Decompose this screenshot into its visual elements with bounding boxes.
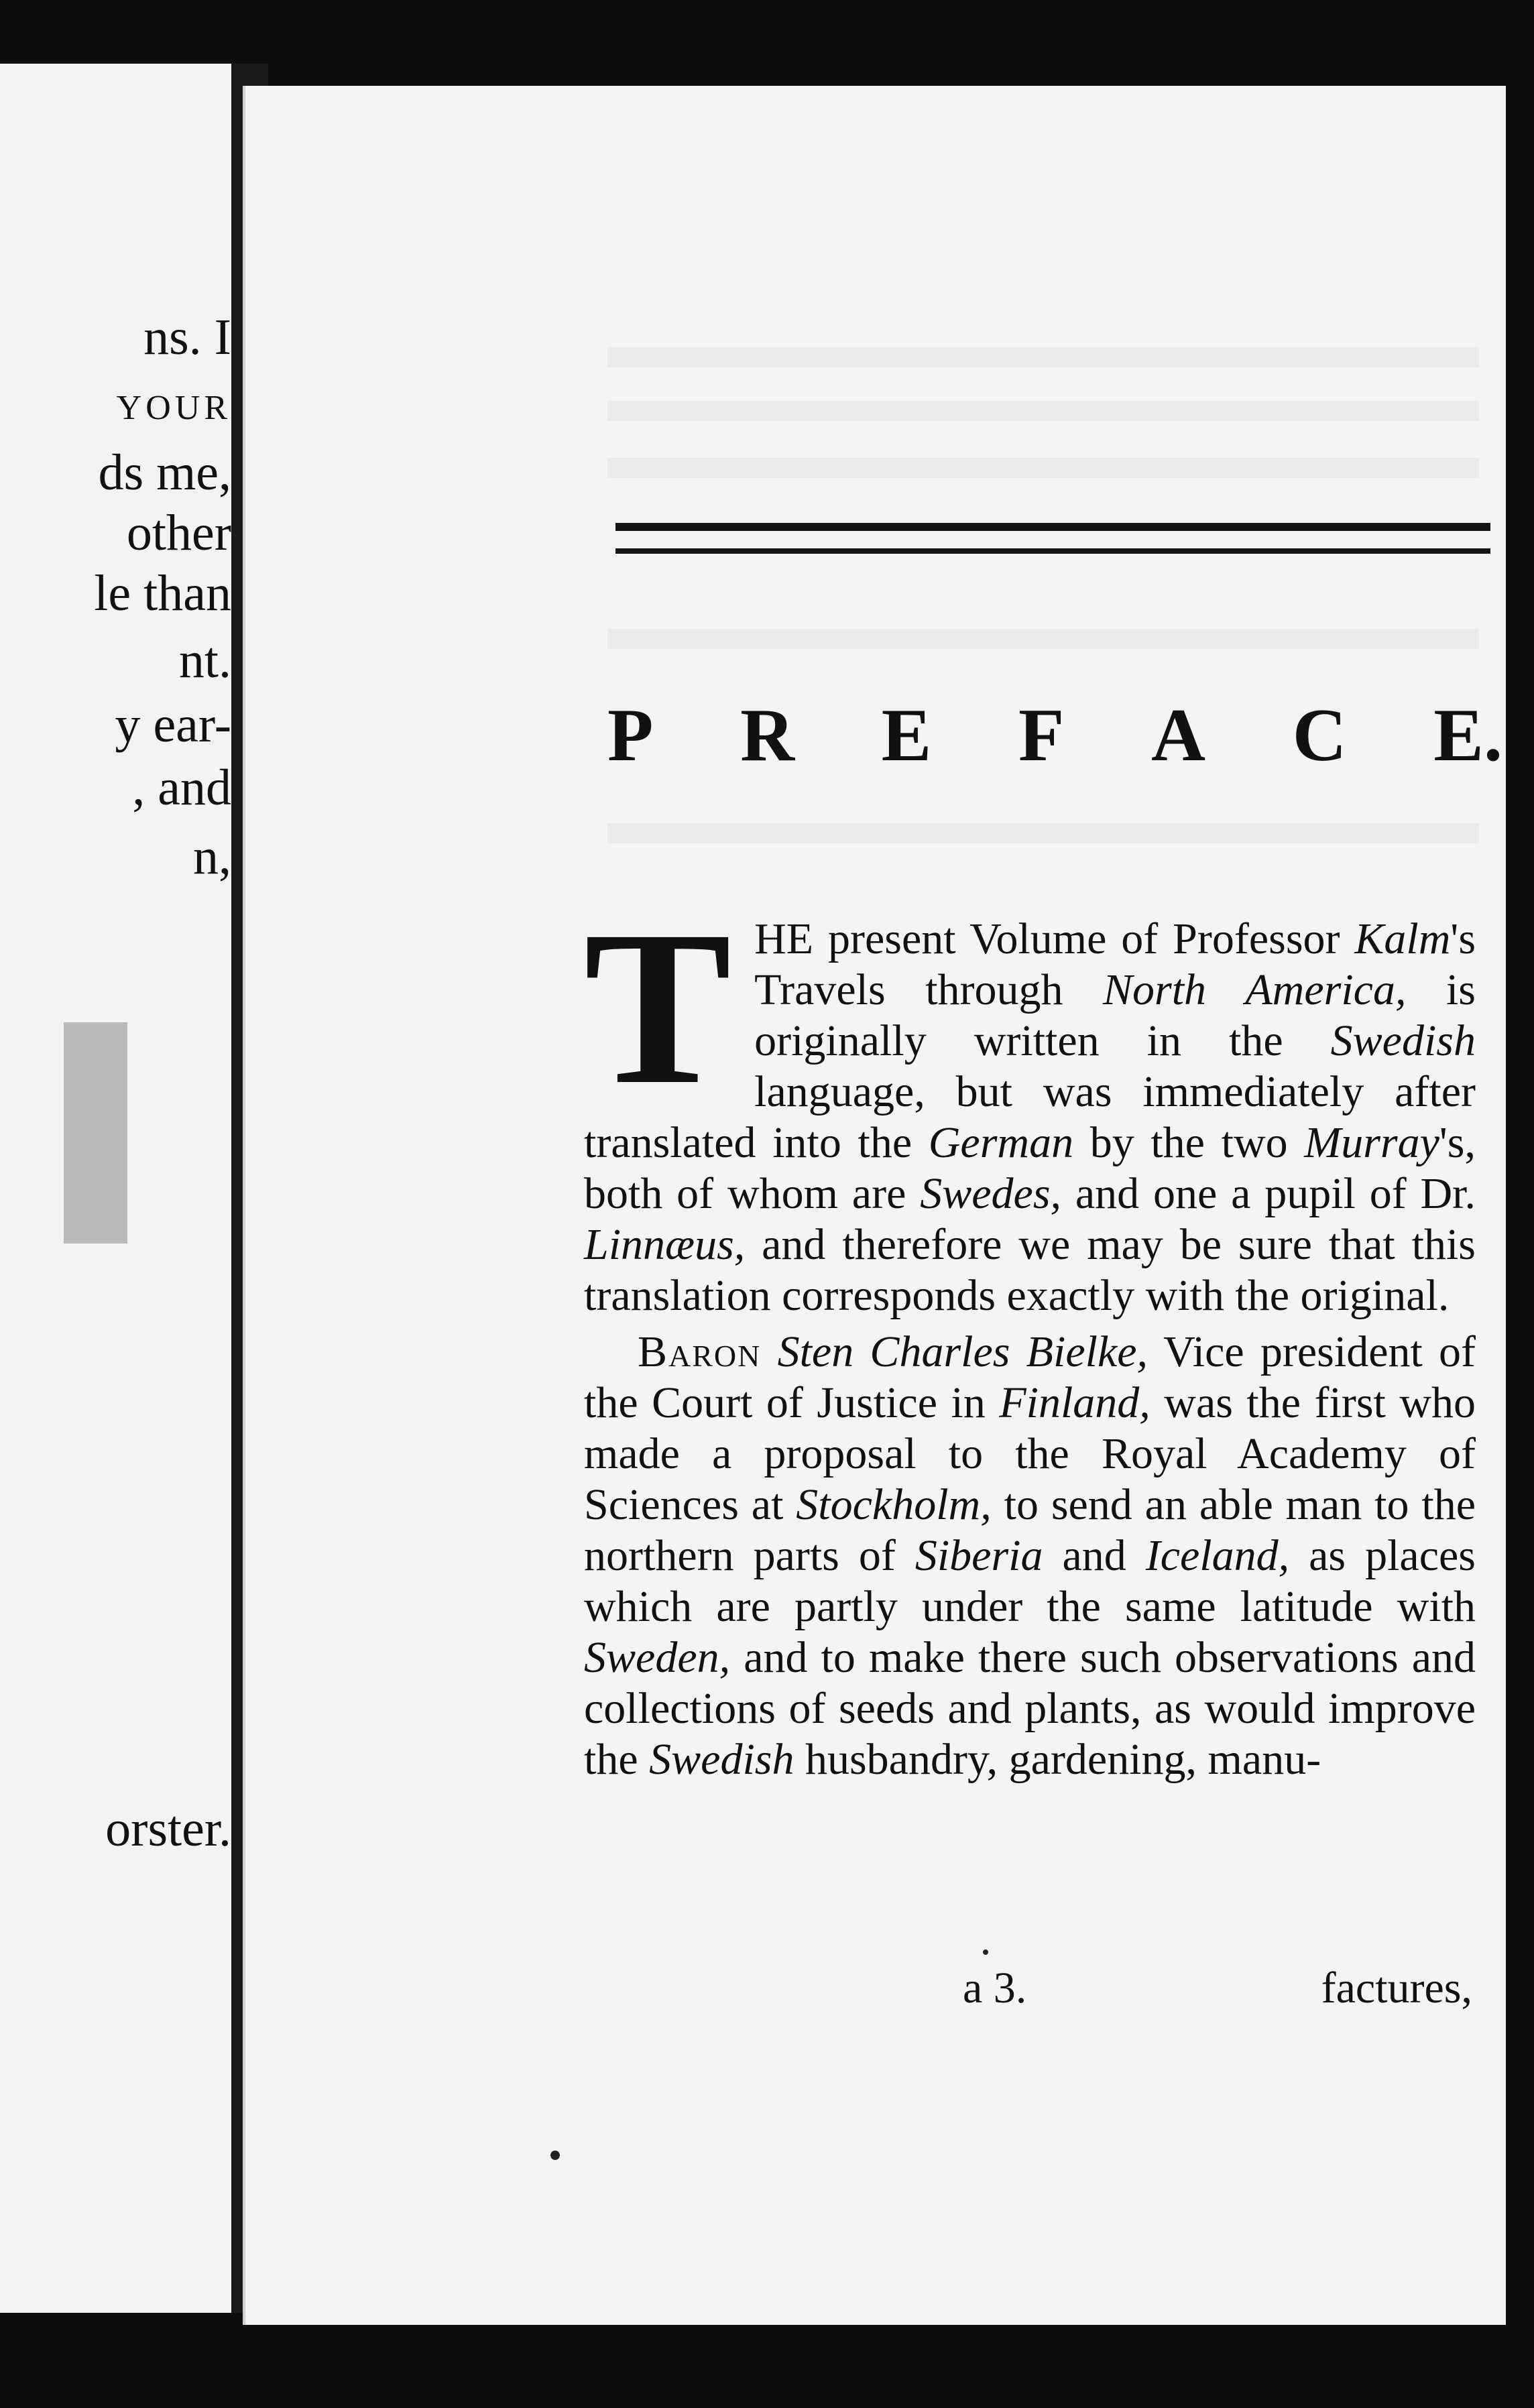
left-page xyxy=(0,64,235,2313)
bleed-through-line xyxy=(607,823,1479,843)
italic-text-segment: Siberia xyxy=(914,1531,1043,1580)
left-text-line: ds me, xyxy=(98,444,231,501)
bleed-through-line xyxy=(607,401,1479,421)
left-text-line: n, xyxy=(193,829,231,885)
text-segment: HE present Volume of Professor xyxy=(754,914,1355,963)
italic-text-segment: Kalm xyxy=(1354,914,1451,963)
top-double-rule xyxy=(615,548,1490,554)
text-segment: is originally written in the xyxy=(754,965,1476,1065)
italic-text-segment: Swedish xyxy=(649,1735,794,1784)
left-text-line: ns. I xyxy=(143,309,231,365)
text-segment: language, but was immediately after translated into the xyxy=(584,1067,1476,1167)
italic-text-segment: North America, xyxy=(1103,965,1407,1014)
italic-text-segment: Murray xyxy=(1304,1118,1439,1167)
italic-text-segment: Stockholm, xyxy=(796,1480,992,1529)
left-text-line: orster. xyxy=(105,1801,231,1857)
text-segment: and xyxy=(1043,1531,1146,1580)
italic-text-segment: Sweden, xyxy=(584,1633,731,1682)
italic-text-segment: Finland, xyxy=(999,1378,1150,1427)
catchword: factures, xyxy=(1321,1964,1472,2012)
preface-body xyxy=(584,886,1476,1785)
page-title xyxy=(607,693,1502,779)
left-text-line: other xyxy=(126,505,231,561)
page-footer xyxy=(963,1963,1472,2014)
italic-text-segment: German xyxy=(928,1118,1074,1167)
italic-text-segment: Swedish xyxy=(1330,1016,1476,1065)
title-letter: F xyxy=(1018,694,1065,777)
lead-word: Baron xyxy=(638,1327,762,1376)
left-text-line: nt. xyxy=(178,632,231,688)
text-segment: Vice president of the Court of Justice in xyxy=(584,1327,1476,1427)
ink-speck xyxy=(550,2151,560,2160)
title-letter: E. xyxy=(1433,694,1502,777)
left-text-line: le than xyxy=(94,565,231,621)
text-segment: and one a pupil of Dr. xyxy=(1061,1169,1476,1218)
text-segment: by the two xyxy=(1073,1118,1305,1167)
title-letter: E xyxy=(881,694,932,777)
title-letter: A xyxy=(1151,694,1206,777)
paragraph-1 xyxy=(584,886,1476,1321)
title-letter: P xyxy=(607,694,654,777)
italic-text-segment: Sten Charles Bielke, xyxy=(777,1327,1148,1376)
title-letter: C xyxy=(1292,694,1347,777)
bleed-through-line xyxy=(607,629,1479,649)
right-page xyxy=(243,86,1506,2325)
text-segment: 's, both of whom are xyxy=(584,1118,1476,1218)
paragraph-2 xyxy=(584,1327,1476,1785)
text-segment: husbandry, gardening, manu- xyxy=(794,1735,1321,1784)
text-segment xyxy=(761,1327,777,1376)
left-text-line: , and xyxy=(132,760,231,816)
text-segment: as places which are partly under the same latitude with xyxy=(584,1531,1476,1631)
title-letter: R xyxy=(740,694,794,777)
faint-initial-letter xyxy=(64,1022,127,1244)
left-text-line: y ear- xyxy=(115,697,231,753)
text-segment: to send an able man to the northern parts of xyxy=(584,1480,1476,1580)
bleed-through-line xyxy=(607,347,1479,367)
text-segment: was the first who made a proposal to the Royal Academy of Sciences at xyxy=(584,1378,1476,1529)
left-text-line: YOUR xyxy=(116,389,231,427)
signature-mark: a 3. xyxy=(963,1964,1027,2012)
ink-speck xyxy=(983,1949,988,1955)
top-double-rule xyxy=(615,523,1490,531)
bleed-through-line xyxy=(607,458,1479,478)
italic-text-segment: Linnæus, xyxy=(584,1220,746,1269)
text-segment: and therefore we may be sure that this translation corresponds exactly with the original. xyxy=(584,1220,1476,1320)
drop-cap: T xyxy=(584,886,732,1130)
text-segment: and to make there such observations and collections of seeds and plants, as would improve the xyxy=(584,1633,1476,1784)
italic-text-segment: Swedes, xyxy=(920,1169,1061,1218)
text-segment: 's Travels through xyxy=(754,914,1476,1014)
italic-text-segment: Iceland, xyxy=(1145,1531,1290,1580)
